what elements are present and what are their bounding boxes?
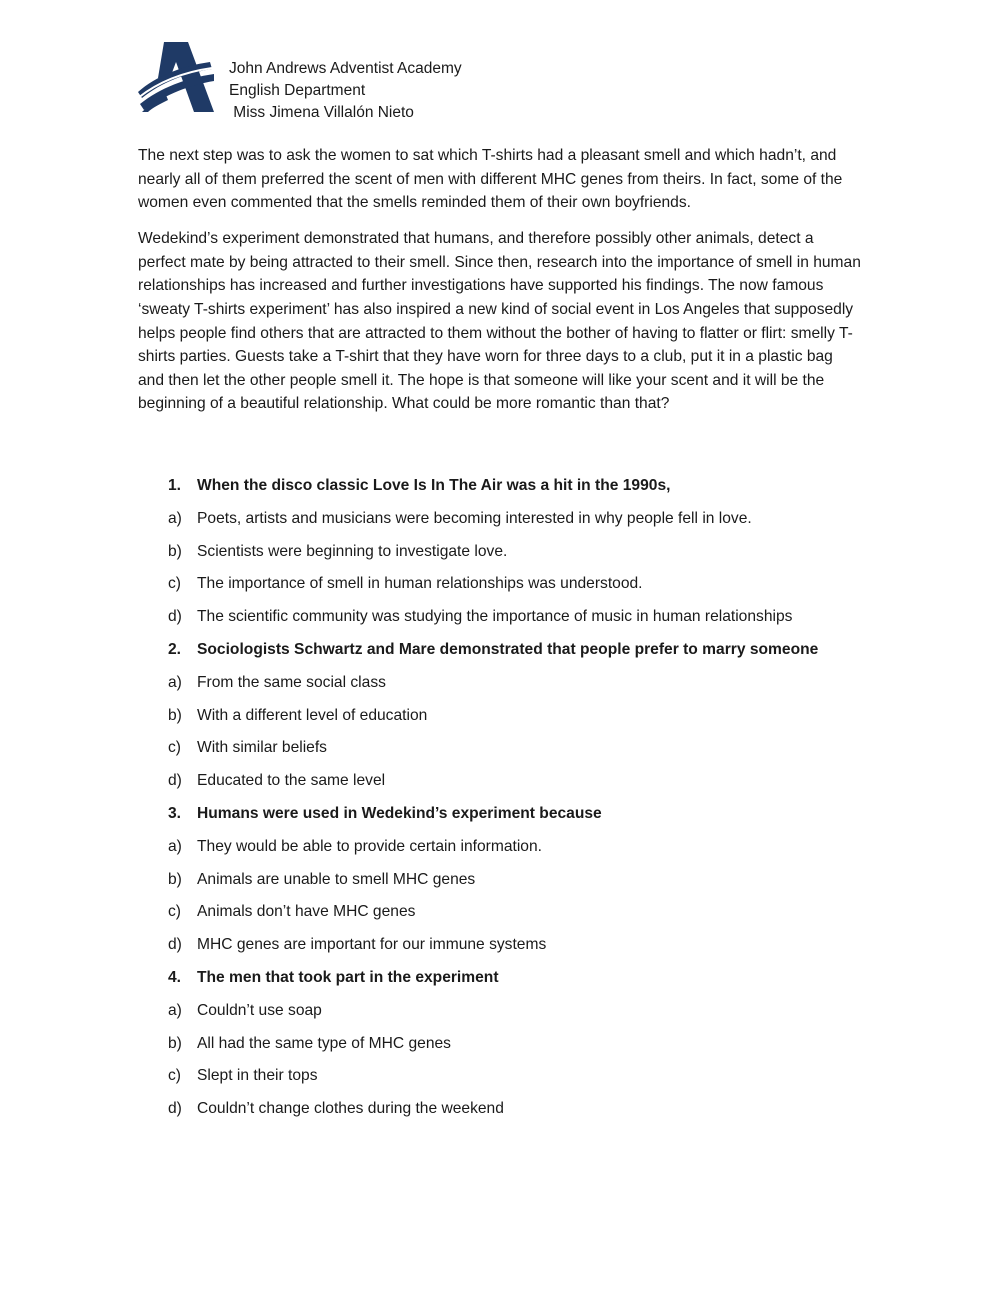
option-letter: c) [168,903,181,921]
option-letter: d) [168,772,182,790]
option-text: The importance of smell in human relationships was understood. [197,575,643,593]
question-text: Humans were used in Wedekind’s experiment because [197,804,602,822]
option-1b [138,538,878,571]
option-text: Scientists were beginning to investigate love. [197,542,508,560]
question-text: The men that took part in the experiment [197,968,499,986]
option-text: With similar beliefs [197,739,327,757]
teacher-name: Miss Jimena Villalón Nieto [229,104,414,121]
school-logo-icon [138,42,214,112]
option-text: Poets, artists and musicians were becoming interested in why people fell in love. [197,509,752,527]
document-header [229,58,462,124]
question-number: 1. [168,477,182,494]
option-text: Animals are unable to smell MHC genes [197,870,476,888]
option-text: Slept in their tops [197,1067,318,1085]
question-2 [138,636,878,669]
option-letter: a) [168,509,182,527]
option-letter: c) [168,739,181,757]
option-letter: a) [168,673,182,691]
option-1c [138,570,878,603]
question-text: When the disco classic Love Is In The Air was a hit in the 1990s, [197,477,671,494]
option-2a [138,669,878,702]
quiz-questions [138,472,878,1128]
option-text: Couldn’t use soap [197,1001,322,1019]
option-3b [138,866,878,899]
option-letter: c) [168,1067,181,1085]
option-letter: a) [168,1001,182,1019]
reading-passage [138,144,863,429]
option-text: Couldn’t change clothes during the weekend [197,1100,504,1118]
option-text: All had the same type of MHC genes [197,1034,451,1052]
question-number: 2. [168,640,182,658]
option-4c [138,1062,878,1095]
question-text: Sociologists Schwartz and Mare demonstrated that people prefer to marry someone [197,640,819,658]
option-letter: b) [168,542,182,560]
option-3d [138,931,878,964]
option-letter: a) [168,837,182,855]
option-4a [138,997,878,1030]
option-text: Animals don’t have MHC genes [197,903,416,921]
option-text: From the same social class [197,673,386,691]
option-4d [138,1095,878,1128]
option-text: Educated to the same level [197,772,386,790]
option-3a [138,833,878,866]
option-2d [138,767,878,800]
option-1d [138,603,878,636]
passage-paragraph: Wedekind’s experiment demonstrated that humans, and therefore possibly other animals, detect a perfect mate by being attracted to their smell. Since then, research into the importance of smell in human relationships has increased and further investigations have supported his findings. The now famous ‘sweaty T-shirts experiment’ has also inspired a new kind of social event in Los Angeles that supposedly helps people find others that are attracted to them without the bother of having to flatter or flirt: smelly T-shirts parties. Guests take a T-shirt that they have worn for three days to a club, put it in a plastic bag and then let the other people smell it. The hope is that someone will like your scent and it will be the beginning of a beautiful relationship. What could be more romantic than that? [138,230,861,413]
question-number: 4. [168,968,182,986]
department-name: English Department [229,82,366,99]
option-1a [138,505,878,538]
question-3 [138,800,878,833]
question-1 [138,472,878,505]
option-text: They would be able to provide certain information. [197,837,542,855]
option-2b [138,702,878,735]
option-letter: d) [168,608,182,626]
option-3c [138,898,878,931]
question-number: 3. [168,804,182,822]
option-letter: d) [168,1100,182,1118]
option-text: The scientific community was studying the importance of music in human relationships [197,608,793,626]
option-letter: d) [168,936,182,954]
school-logo-icon [138,42,214,112]
option-text: With a different level of education [197,706,428,724]
passage-paragraph: The next step was to ask the women to sat which T-shirts had a pleasant smell and which hadn’t, and nearly all of them preferred the scent of men with different MHC genes from theirs. In fact, some of the women even commented that the smells reminded them of their own boyfriends. [138,147,843,212]
question-4 [138,964,878,997]
school-name: John Andrews Adventist Academy [229,60,462,77]
option-2c [138,734,878,767]
option-letter: b) [168,870,182,888]
option-4b [138,1030,878,1063]
option-letter: b) [168,1034,182,1052]
option-letter: b) [168,706,182,724]
option-letter: c) [168,575,181,593]
option-text: MHC genes are important for our immune systems [197,936,547,954]
